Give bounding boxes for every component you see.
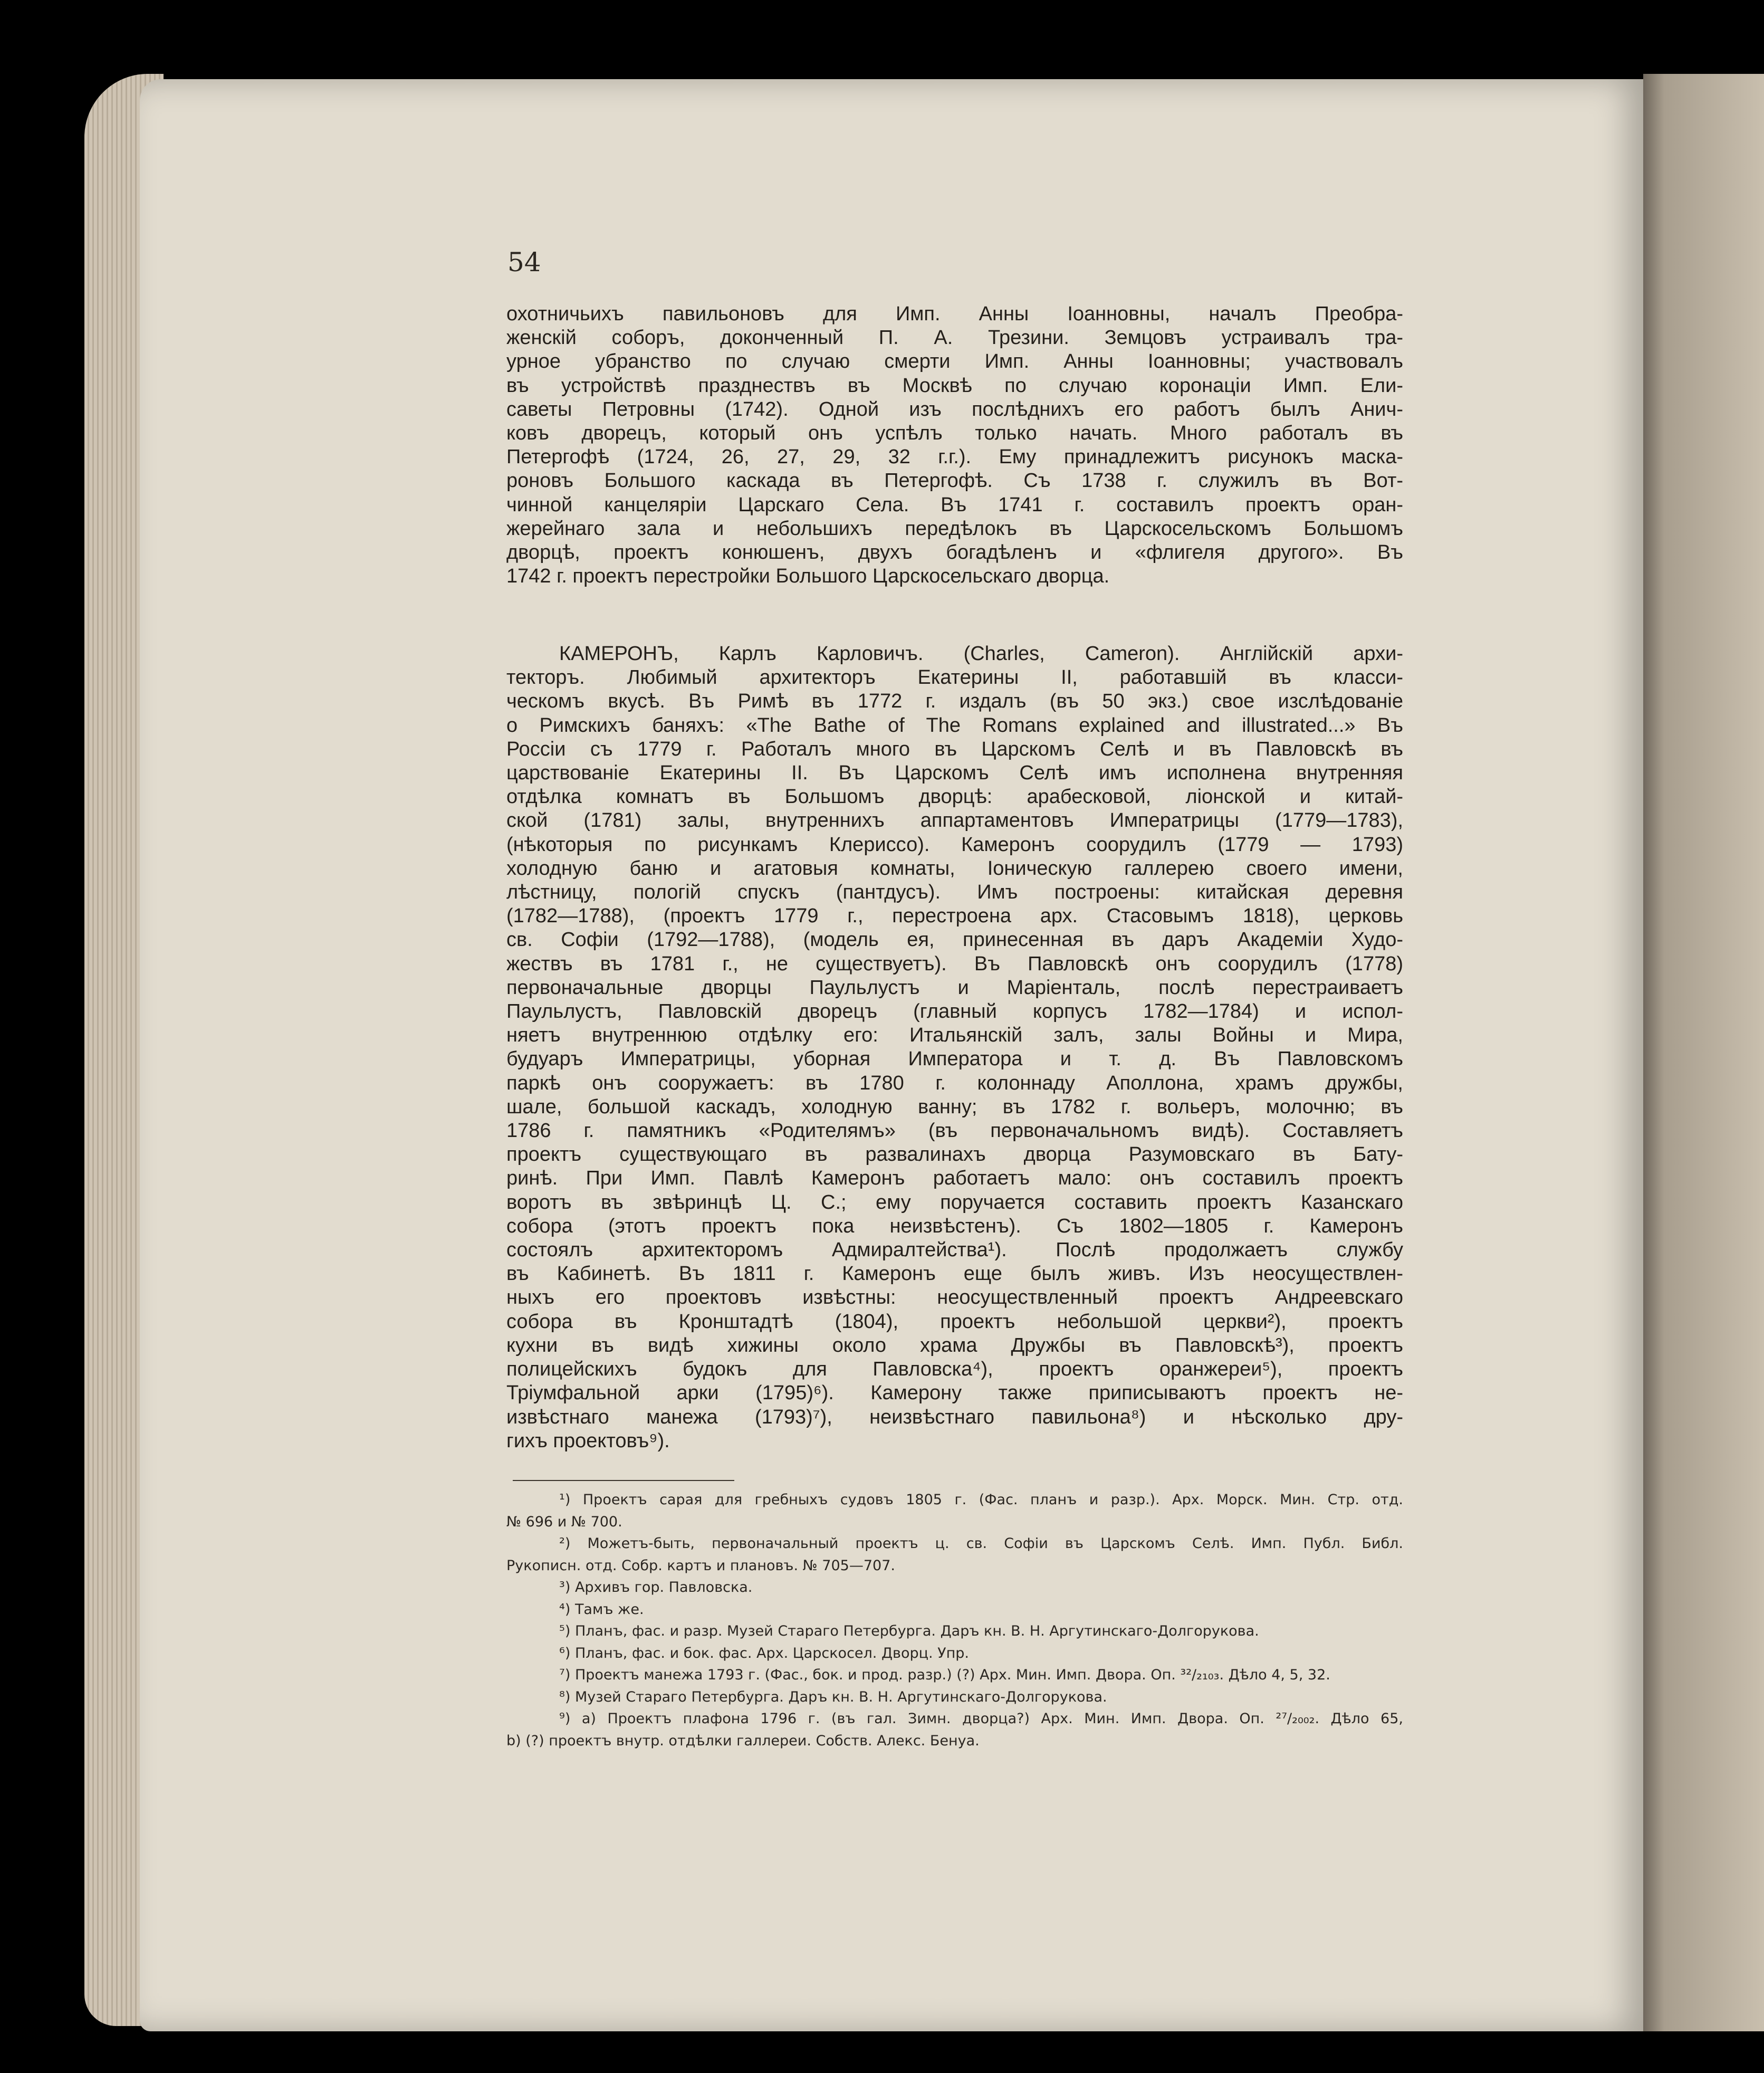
text-line: въ устройствѣ празднествъ въ Москвѣ по случаю коронаціи Имп. Ели- bbox=[506, 374, 1403, 397]
footnote-line: ⁶) Планъ, фас. и бок. фас. Арх. Царскосел. Дворц. Упр. bbox=[559, 1645, 969, 1661]
footnote-line: ²) Можетъ-быть, первоначальный проектъ ц. св. Софіи въ Царскомъ Селѣ. Имп. Публ. Библ. bbox=[559, 1535, 1403, 1552]
text-line: жествъ въ 1781 г., не существуетъ). Въ Павловскѣ онъ соорудилъ (1778) bbox=[506, 952, 1403, 975]
text-line: полицейскихъ будокъ для Павловска⁴), проектъ оранжереи⁵), проектъ bbox=[506, 1358, 1403, 1381]
text-line: текторъ. Любимый архитекторъ Екатерины II, работавшій въ класси- bbox=[506, 666, 1403, 689]
text-line: шале, большой каскадъ, холодную ванну; въ 1782 г. вольеръ, молочню; въ bbox=[506, 1095, 1403, 1118]
footnote-line: ⁵) Планъ, фас. и разр. Музей Стараго Петербурга. Даръ кн. В. Н. Аргутинскаго-Долгорукова. bbox=[559, 1623, 1259, 1639]
footnote-line: № 696 и № 700. bbox=[506, 1513, 622, 1530]
text-line: чинной канцеляріи Царскаго Села. Въ 1741 г. составилъ проектъ оран- bbox=[506, 493, 1403, 516]
text-line: св. Софіи (1792—1788), (модель ея, принесенная въ даръ Академіи Худо- bbox=[506, 929, 1403, 951]
text-line: ческомъ вкусѣ. Въ Римѣ въ 1772 г. издалъ (въ 50 экз.) свое изслѣдованіе bbox=[506, 690, 1403, 713]
text-line: въ Кабинетѣ. Въ 1811 г. Камеронъ еще былъ живъ. Изъ неосуществлен- bbox=[506, 1263, 1403, 1285]
paragraph-zemtsov bbox=[506, 302, 1403, 588]
text-line: собора въ Кронштадтѣ (1804), проектъ небольшой церкви²), проектъ bbox=[506, 1310, 1403, 1333]
text-line: отдѣлка комнатъ въ Большомъ дворцѣ: арабесковой, ліонской и китай- bbox=[506, 786, 1403, 808]
footnote-line: ³) Архивъ гор. Павловска. bbox=[559, 1579, 753, 1596]
text-line: воротъ въ звѣринцѣ Ц. С.; ему поручается составить проектъ Казанскаго bbox=[506, 1191, 1403, 1214]
text-line: женскій соборъ, доконченный П. А. Трезини. Земцовъ устраивалъ тра- bbox=[506, 327, 1403, 349]
text-line: няетъ внутреннюю отдѣлку его: Итальянскій залъ, залы Войны и Мира, bbox=[506, 1024, 1403, 1047]
footnote-line: ¹) Проектъ сарая для гребныхъ судовъ 1805 г. (Фас. планъ и разр.). Арх. Морск. Мин. Стр. отд. bbox=[559, 1492, 1403, 1508]
footnote-separator bbox=[513, 1480, 734, 1481]
text-line: саветы Петровны (1742). Одной изъ послѣднихъ его работъ былъ Анич- bbox=[506, 398, 1403, 421]
footnote-line: ⁸) Музей Стараго Петербурга. Даръ кн. В. Н. Аргутинскаго-Долгорукова. bbox=[559, 1688, 1107, 1705]
text-line: лѣстницу, пологій спускъ (пантдусъ). Имъ построены: китайская деревня bbox=[506, 881, 1403, 904]
text-line: Петергофѣ (1724, 26, 27, 29, 32 г.г.). Ему принадлежитъ рисунокъ маска- bbox=[506, 446, 1403, 469]
text-line: Паульлустъ, Павловскій дворецъ (главный корпусъ 1782—1784) и испол- bbox=[506, 1000, 1403, 1023]
page-number: 54 bbox=[507, 247, 541, 278]
text-line: КАМЕРОНЪ, Карлъ Карловичъ. (Charles, Cameron). Англійскій архи- bbox=[559, 643, 1403, 665]
text-line: 1742 г. проектъ перестройки Большого Царскосельскаго дворца. bbox=[506, 565, 1110, 588]
text-line: роновъ Большого каскада въ Петергофѣ. Съ 1738 г. служилъ въ Вот- bbox=[506, 470, 1403, 492]
text-line: (нѣкоторыя по рисункамъ Клериссо). Камеронъ соорудилъ (1779 — 1793) bbox=[506, 833, 1403, 856]
text-line: Тріумфальной арки (1795)⁶). Камерону также приписываютъ проектъ не- bbox=[506, 1382, 1403, 1405]
text-line: Россіи съ 1779 г. Работалъ много въ Царскомъ Селѣ и въ Павловскѣ въ bbox=[506, 738, 1403, 760]
text-line: охотничьихъ павильоновъ для Имп. Анны Іоанновны, началъ Преобра- bbox=[506, 303, 1403, 325]
text-line: холодную баню и агатовыя комнаты, Іоническую галлерею своего имени, bbox=[506, 857, 1403, 880]
text-line: извѣстнаго манежа (1793)⁷), неизвѣстнаго павильона⁸) и нѣсколько дру- bbox=[506, 1406, 1403, 1428]
text-line: жерейнаго зала и небольшихъ передѣлокъ въ Царскосельскомъ Большомъ bbox=[506, 517, 1403, 540]
text-line: о Римскихъ баняхъ: «The Bathe of The Romans explained and illustrated...» Въ bbox=[506, 714, 1403, 737]
text-line: первоначальные дворцы Паульлустъ и Маріенталь, послѣ перестраиваетъ bbox=[506, 976, 1403, 999]
footnote-line: ⁴) Тамъ же. bbox=[559, 1601, 644, 1618]
footnote-line: Рукописн. отд. Собр. картъ и плановъ. № 705—707. bbox=[506, 1557, 895, 1574]
text-line: кухни въ видѣ хижины около храма Дружбы въ Павловскѣ³), проектъ bbox=[506, 1334, 1403, 1356]
text-line: собора (этотъ проектъ пока неизвѣстенъ). Съ 1802—1805 г. Камеронъ bbox=[506, 1215, 1403, 1237]
next-page-edge bbox=[1643, 74, 1764, 2031]
text-line: ковъ дворецъ, который онъ успѣлъ только начать. Много работалъ въ bbox=[506, 422, 1403, 445]
footnotes bbox=[506, 1489, 1403, 1752]
text-line: гихъ проектовъ⁹). bbox=[506, 1429, 670, 1452]
text-line: урное убранство по случаю смерти Имп. Анны Іоанновны; участвовалъ bbox=[506, 350, 1403, 373]
footnote-line: b) (?) проектъ внутр. отдѣлки галлереи. Собств. Алекс. Бенуа. bbox=[506, 1732, 980, 1749]
text-line: будуаръ Императрицы, уборная Императора и т. д. Въ Павловскомъ bbox=[506, 1048, 1403, 1071]
paragraph-cameron bbox=[506, 642, 1403, 1453]
text-line: царствованіе Екатерины II. Въ Царскомъ Селѣ имъ исполнена внутренняя bbox=[506, 762, 1403, 785]
text-line: (1782—1788), (проектъ 1779 г., перестроена арх. Стасовымъ 1818), церковь bbox=[506, 905, 1403, 928]
footnote-line: ⁷) Проектъ манежа 1793 г. (Фас., бок. и прод. разр.) (?) Арх. Мин. Имп. Двора. Оп. ³²/₂₁₀₃. Дѣло 4, 5, 32. bbox=[559, 1667, 1330, 1683]
text-line: ринѣ. При Имп. Павлѣ Камеронъ работаетъ мало: онъ составилъ проектъ bbox=[506, 1167, 1403, 1190]
text-line: паркѣ онъ сооружаетъ: въ 1780 г. колоннаду Аполлона, храмъ дружбы, bbox=[506, 1072, 1403, 1094]
text-line: состоялъ архитекторомъ Адмиралтейства¹). Послѣ продолжаетъ службу bbox=[506, 1239, 1403, 1262]
footnote-line: ⁹) а) Проектъ плафона 1796 г. (въ гал. Зимн. дворца?) Арх. Мин. Имп. Двора. Оп. ²⁷/₂₀₀₂. Дѣло 65, bbox=[559, 1711, 1403, 1727]
text-line: 1786 г. памятникъ «Родителямъ» (въ первоначальномъ видѣ). Составляетъ bbox=[506, 1120, 1403, 1142]
text-line: проектъ существующаго въ развалинахъ дворца Разумовскаго въ Бату- bbox=[506, 1143, 1403, 1166]
text-line: дворцѣ, проектъ конюшенъ, двухъ богадѣленъ и «флигеля другого». Въ bbox=[506, 541, 1403, 564]
text-line: ныхъ его проектовъ извѣстны: неосуществленный проектъ Андреевскаго bbox=[506, 1286, 1403, 1309]
text-line: ской (1781) залы, внутреннихъ аппартаментовъ Императрицы (1779—1783), bbox=[506, 809, 1403, 832]
